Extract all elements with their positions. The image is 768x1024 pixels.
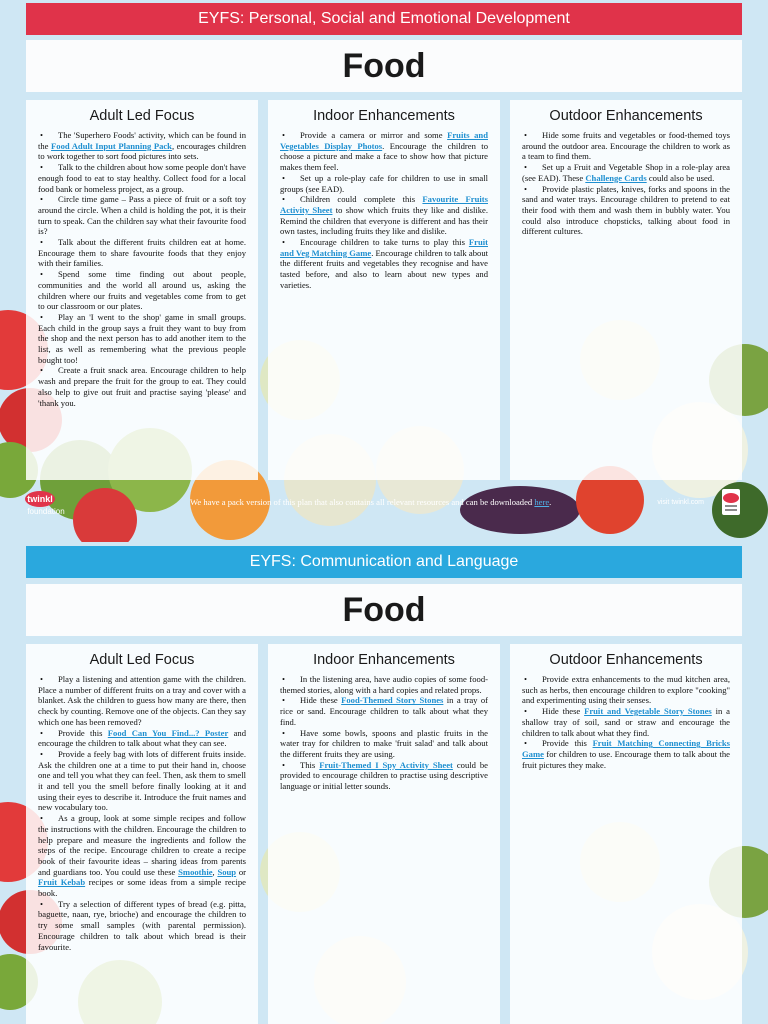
bullet-paragraph: • Talk to the children about how some people don't have enough food to eat to stay healthy. Collect food for a local food bank or homeless project, as a group. <box>38 162 246 194</box>
column-heading: Adult Led Focus <box>89 652 195 668</box>
page-title: Food <box>26 584 742 636</box>
svg-text:foundation: foundation <box>27 507 65 516</box>
column-body <box>522 674 730 770</box>
bullet-paragraph: • Hide these Food-Themed Story Stones in a tray of rice or sand. Encourage children to talk about what they find. <box>280 695 488 727</box>
bullet-paragraph: • Provide a camera or mirror and some Fruits and Vegetables Display Photos. Encourage the children to choose a picture and make a face to show how that picture makes them feel. <box>280 130 488 173</box>
bullet-paragraph: • Provide a feely bag with lots of different fruits inside. Ask the children one at a time to put their hand in, choose one and tell you what they can feel. Then, ask them to smell it and tell you the smell before finally looking at it and using their eyes to describe it. Introduce the fruit names and new vocabulary too. <box>38 749 246 813</box>
bullet-paragraph: • Encourage children to take turns to play this Fruit and Veg Matching Game. Encourage children to talk about the different fruits and vegetables they recognise and have tasted before, and also to learn about new types and varieties. <box>280 237 488 291</box>
resource-link[interactable]: Fruit Kebab <box>38 877 86 888</box>
page-title: Food <box>26 40 742 92</box>
column-body <box>38 130 246 408</box>
resource-link[interactable]: Challenge Cards <box>585 172 647 183</box>
bullet-paragraph: • Children could complete this Favourite Fruits Activity Sheet to show which fruits they like and dislike. Remind the children that everyone is different and has their own tastes, including fruits they like and dislike. <box>280 194 488 237</box>
indoor-column <box>268 100 500 480</box>
area-banner: EYFS: Communication and Language <box>26 546 742 578</box>
resource-link[interactable]: Fruit and Veg Matching Game <box>280 237 488 258</box>
twinkl-badge-logo <box>722 489 740 515</box>
plan-page-cl <box>0 542 768 1024</box>
resource-link[interactable]: Fruits and Vegetables Display Photos <box>280 130 488 151</box>
area-banner: EYFS: Personal, Social and Emotional Development <box>26 3 742 35</box>
visit-website[interactable]: visit twinkl.com <box>657 499 704 506</box>
column-heading: Outdoor Enhancements <box>549 108 703 124</box>
bullet-paragraph: • Spend some time finding out about people, communities and the world all around us, asking the children where our fruits and vegetables come from to get to our classroom or our plates. <box>38 269 246 312</box>
bullet-paragraph: • Play a listening and attention game with the children. Place a number of different fruits on a tray and cover with a blanket. Ask the children to guess how many are there, then check by counting. Remove one of the objects. Can they say which one has been removed? <box>38 674 246 728</box>
bullet-paragraph: • This Fruit-Themed I Spy Activity Sheet could be provided to encourage children to practise using descriptive language or initial letter sounds. <box>280 760 488 792</box>
bullet-paragraph: • Provide this Food Can You Find...? Poster and encourage the children to talk about what they can see. <box>38 728 246 749</box>
bullet-paragraph: • Circle time game – Pass a piece of fruit or a soft toy around the circle. When a child is holding the pot, it is their turn to speak. Can the children say what their favourite food is? <box>38 194 246 237</box>
bullet-paragraph: • In the listening area, have audio copies of some food-themed stories, along with a hard copies and related props. <box>280 674 488 695</box>
resource-link[interactable]: Fruit Matching Connecting Bricks Game <box>522 738 730 759</box>
column-body <box>38 674 246 952</box>
resource-link[interactable]: Fruit and Vegetable Story Stones <box>584 706 712 717</box>
bullet-paragraph: • Create a fruit snack area. Encourage children to help wash and prepare the fruit for the group to eat. They could also help to give out fruit and practise saying 'please' and 'thank you. <box>38 365 246 408</box>
resource-link[interactable]: Fruit-Themed I Spy Activity Sheet <box>319 759 453 770</box>
column-heading: Outdoor Enhancements <box>549 652 703 668</box>
bullet-paragraph: • Try a selection of different types of bread (e.g. pitta, baguette, naan, rye, brioche) and encourage the children to try some small samples (with parental permission). Encourage children to talk about which bread is their favourite. <box>38 899 246 953</box>
resource-link[interactable]: Food-Themed Story Stones <box>341 695 444 706</box>
adult-led-column <box>26 644 258 1024</box>
page-footer <box>0 484 768 520</box>
bullet-paragraph: • Provide plastic plates, knives, forks and spoons in the sand and water trays. Encourage children to pretend to eat their food with them and wash them in bubbly water. You could also introduce chopsticks, talking about food in different cultures. <box>522 184 730 238</box>
resource-link[interactable]: Favourite Fruits Activity Sheet <box>280 194 488 215</box>
bullet-paragraph: • Provide extra enhancements to the mud kitchen area, such as herbs, then encourage children to explore "cooking" and experimenting using their senses. <box>522 674 730 706</box>
bullet-paragraph: • Provide this Fruit Matching Connecting Bricks Game for children to use. Encourage them to talk about the fruit pictures they make. <box>522 738 730 770</box>
outdoor-column <box>510 100 742 480</box>
resource-link[interactable]: Food Adult Input Planning Pack <box>51 140 172 151</box>
bullet-paragraph: • Set up a Fruit and Vegetable Shop in a role-play area (see EAD). These Challenge Cards could also be used. <box>522 162 730 183</box>
bullet-paragraph: • The 'Superhero Foods' activity, which can be found in the Food Adult Input Planning Pack, encourages children to work together to sort food pictures into sets. <box>38 130 246 162</box>
bullet-paragraph: • As a group, look at some simple recipes and follow the instructions with the children. Encourage the children to help prepare and measure the ingredients and follow the steps of the recipe. Encourage children to create a recipe book of their favourite ideas – sharing ideas from parents and guardians too. You could use these Smoothie, Soup or Fruit Kebab recipes or some ideas from a simple recipe book. <box>38 813 246 899</box>
indoor-column <box>268 644 500 1024</box>
column-body <box>522 130 730 237</box>
adult-led-column <box>26 100 258 480</box>
column-heading: Indoor Enhancements <box>313 108 455 124</box>
column-heading: Adult Led Focus <box>89 108 195 124</box>
bullet-paragraph: • Play an 'I went to the shop' game in small groups. Each child in the group says a fruit they want to buy from the shop and the next person has to add another item to the list, as well as remembering what the previous people bought too! <box>38 312 246 366</box>
download-link[interactable]: here <box>534 497 550 507</box>
resource-link[interactable]: Smoothie <box>178 866 213 877</box>
pack-download-note: We have a pack version of this plan that also contains all relevant resources and can be downloaded here. <box>190 497 552 507</box>
bullet-paragraph: • Hide some fruits and vegetables or food-themed toys around the outdoor area. Encourage the children to work as a team to find them. <box>522 130 730 162</box>
twinkl-foundation-logo <box>24 490 68 518</box>
bullet-paragraph: • Hide these Fruit and Vegetable Story Stones in a shallow tray of soil, sand or straw and encourage the children to talk about what they find. <box>522 706 730 738</box>
outdoor-column <box>510 644 742 1024</box>
resource-link[interactable]: Food Can You Find...? Poster <box>107 727 229 738</box>
column-heading: Indoor Enhancements <box>313 652 455 668</box>
column-body <box>280 674 488 792</box>
bullet-paragraph: • Set up a role-play cafe for children to use in small groups (see EAD). <box>280 173 488 194</box>
bullet-paragraph: • Have some bowls, spoons and plastic fruits in the water tray for children to make 'fruit salad' and talk about the different fruits they are using. <box>280 728 488 760</box>
column-body <box>280 130 488 291</box>
svg-text:twinkl: twinkl <box>27 494 53 504</box>
bullet-paragraph: • Talk about the different fruits children eat at home. Encourage them to share favourite foods that they enjoy with their families. <box>38 237 246 269</box>
resource-link[interactable]: Soup <box>217 866 237 877</box>
